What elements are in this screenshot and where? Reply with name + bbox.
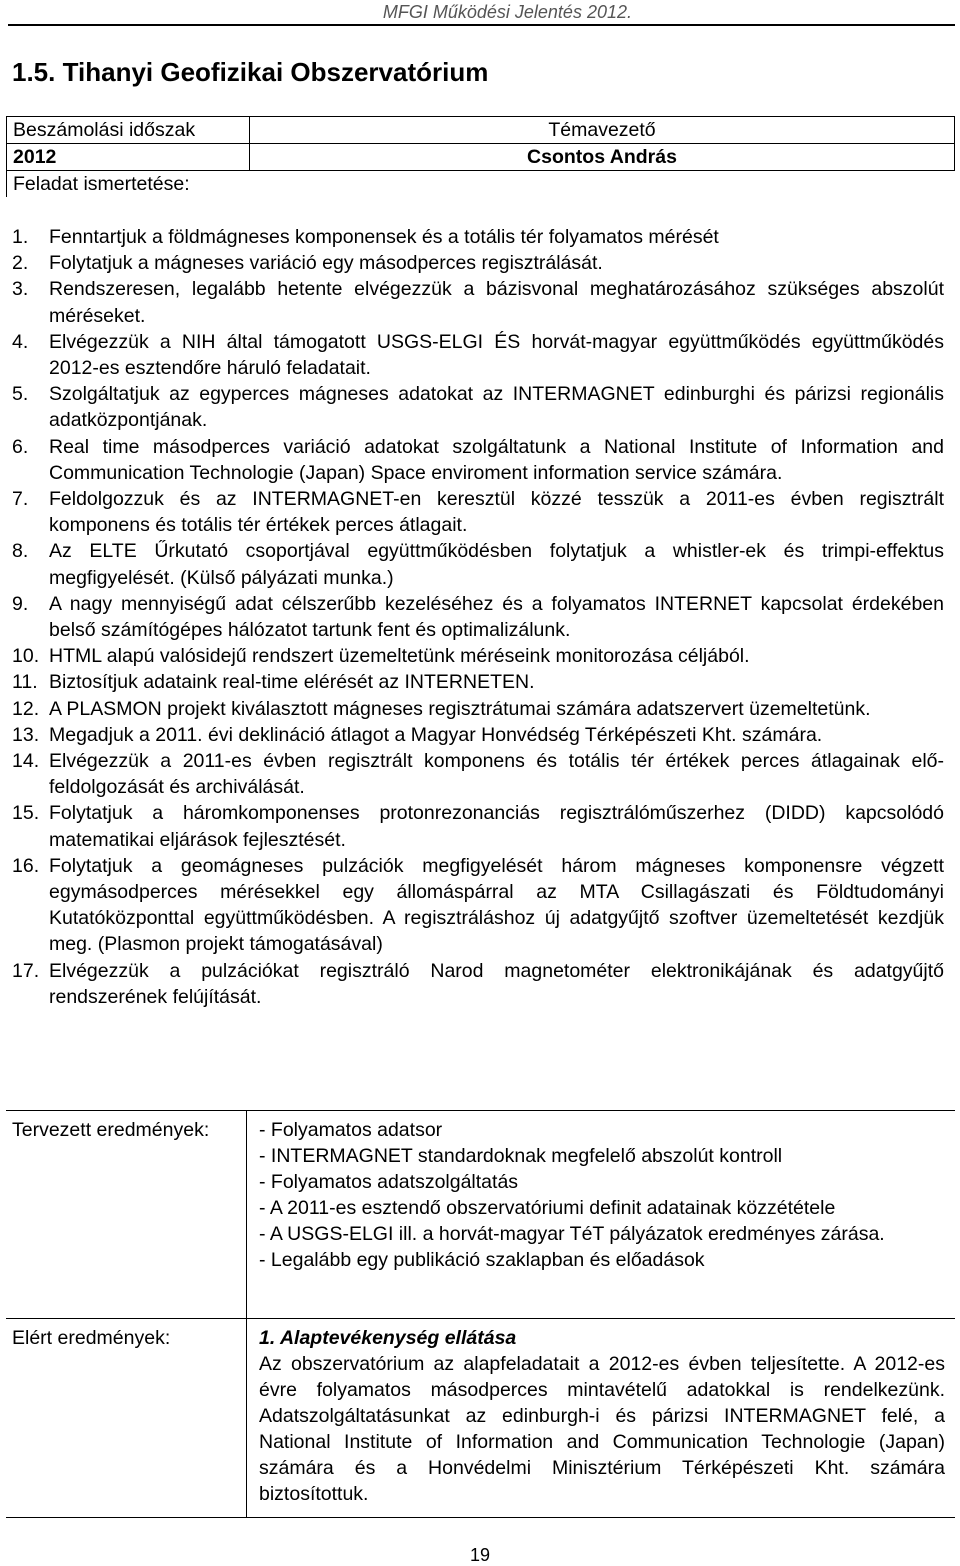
- task-item: [12, 958, 944, 1010]
- task-item: [12, 669, 944, 695]
- task-text: Folytatjuk a geomágneses pulzációk megfigyelését három mágneses komponensre végzett egymásodperces mérésekkel egy állomáspárral az MTA Csillagászati és Földtudományi Kutatóközponttal együttműködésben. A regisztráláshoz új adatgyűjtő szoftver üzemeltetését kezdjük meg. (Plasmon projekt támogatásával): [49, 854, 944, 956]
- task-text: HTML alapú valósidejű rendszert üzemeltetünk méréseink monitorozása céljából.: [49, 645, 750, 668]
- column-divider: [246, 1319, 247, 1517]
- task-item: [12, 591, 944, 643]
- page-number: 19: [469, 1545, 491, 1565]
- task-number: 11.: [12, 671, 38, 694]
- task-number: 15.: [12, 802, 40, 825]
- task-number: 2.: [12, 252, 29, 275]
- info-table: [6, 116, 955, 197]
- task-number: 4.: [12, 330, 29, 353]
- task-item: [12, 434, 944, 486]
- task-number: 9.: [12, 592, 29, 615]
- task-text: Elvégezzük a NIH által támogatott USGS-ELGI ÉS horvát-magyar együttműködés együttműködés 2012-es esztendőre háruló feladatait.: [49, 330, 944, 380]
- task-number: 5.: [12, 383, 29, 406]
- task-text: Elvégezzük a pulzációkat regisztráló Narod magnetométer elektronikájának és adatgyűjtő rendszerének felújítását.: [49, 959, 944, 1008]
- period-value: 2012: [7, 144, 250, 171]
- achieved-heading: 1. Alaptevékenység ellátása: [259, 1327, 517, 1349]
- task-text: Real time másodperces variáció adatokat szolgáltatunk a National Institute of Information and Communication Technologie (Japan) Space enviroment information service számára.: [49, 435, 944, 484]
- planned-results-section: [6, 1110, 955, 1319]
- planned-item: - Folyamatos adatszolgáltatás: [259, 1171, 519, 1193]
- task-text: Szolgáltatjuk az egyperces mágneses adatokat az INTERMAGNET edinburghi és párizsi regionális adatközpontjának.: [49, 383, 944, 432]
- planned-item: - A 2011-es esztendő obszervatóriumi definit adatainak közzététele: [259, 1197, 836, 1219]
- task-number: 14.: [12, 750, 40, 773]
- task-item: [12, 800, 944, 852]
- achieved-results-section: [6, 1318, 955, 1518]
- task-item: [12, 643, 944, 669]
- planned-item: - INTERMAGNET standardoknak megfelelő abszolút kontroll: [259, 1145, 783, 1167]
- task-item: [12, 329, 944, 381]
- task-item: [12, 722, 944, 748]
- planned-results-list: [259, 1117, 945, 1273]
- achieved-results-label: Elért eredmények:: [12, 1327, 171, 1349]
- task-number: 6.: [12, 435, 29, 458]
- task-text: Feldolgozzuk és az INTERMAGNET-en keresztül közzé tesszük a 2011-es évben regisztrált komponens és totális tér értékek perces átlagait.: [49, 488, 944, 537]
- task-text: Az ELTE Űrkutató csoportjával együttműködésben folytatjuk a whistler-ek és trimpi-effektus megfigyelését. (Külső pályázati munka.): [49, 540, 944, 589]
- task-text: Folytatjuk a háromkomponenses protonrezonanciás regisztrálóműszerhez (DIDD) kapcsolódó matematikai eljárások fejlesztését.: [49, 802, 944, 851]
- achieved-results-content: [259, 1325, 945, 1507]
- task-item: [12, 486, 944, 538]
- task-number: 3.: [12, 278, 29, 301]
- task-item: [12, 748, 944, 800]
- period-label: Beszámolási időszak: [7, 117, 250, 144]
- task-text: Megadjuk a 2011. évi deklináció átlagot a Magyar Honvédség Térképészeti Kht. számára.: [49, 723, 823, 746]
- task-item: [12, 224, 944, 250]
- column-divider: [246, 1111, 247, 1319]
- task-item: [12, 250, 944, 276]
- task-item: [12, 381, 944, 433]
- planned-item: - Folyamatos adatsor: [259, 1119, 443, 1141]
- planned-results-label: Tervezett eredmények:: [12, 1119, 210, 1141]
- planned-item: - Legalább egy publikáció szaklapban és előadások: [259, 1249, 705, 1271]
- planned-item: - A USGS-ELGI ill. a horvát-magyar TéT pályázatok eredményes zárása.: [259, 1223, 885, 1245]
- task-item: [12, 853, 944, 958]
- running-header: MFGI Működési Jelentés 2012.: [382, 2, 632, 22]
- task-text: A nagy mennyiségű adat célszerűbb kezeléséhez és a folyamatos INTERNET kapcsolat érdekében belső számítógépes hálózatot tartunk fent és optimalizálunk.: [49, 592, 944, 642]
- task-text: A PLASMON projekt kiválasztott mágneses regisztrátumai számára adatszervert üzemeltetünk.: [49, 697, 871, 720]
- task-text: Folytatjuk a mágneses variáció egy másodperces regisztrálását.: [49, 252, 603, 275]
- task-item: [12, 276, 944, 328]
- task-number: 7.: [12, 488, 29, 511]
- task-number: 13.: [12, 723, 40, 746]
- task-label: Feladat ismertetése:: [7, 171, 250, 198]
- supervisor-label: Témavezető: [250, 117, 955, 144]
- task-text: Rendszeresen, legalább hetente elvégezzük a bázisvonal meghatározásához szükséges abszolút méréseket.: [49, 278, 944, 327]
- task-number: 16.: [12, 854, 40, 877]
- task-text: Biztosítjuk adataink real-time elérését az INTERNETEN.: [49, 671, 535, 694]
- task-number: 12.: [12, 697, 40, 720]
- achieved-text: Az obszervatórium az alapfeladatait a 2012-es évben teljesítette. A 2012-es évre folyamatos másodperces mintavételű adatokkal is rendelkezünk. Adatszolgáltatásunkat az edinburgh-i és párizsi INTERMAGNET felé, a National Institute of Information and Communication Technologie (Japan) számára és a Honvédelmi Minisztérium Térképészeti Kht. számára biztosítottuk.: [259, 1353, 945, 1505]
- task-text: Elvégezzük a 2011-es évben regisztrált komponens és totális tér értékek perces átlagainak elő-feldolgozását és archiválását.: [49, 750, 944, 799]
- supervisor-value: Csontos András: [250, 144, 955, 171]
- task-number: 17.: [12, 959, 40, 982]
- task-item: [12, 538, 944, 590]
- task-number: 8.: [12, 540, 29, 563]
- task-item: [12, 696, 944, 722]
- task-number: 1.: [12, 226, 29, 248]
- empty-cell: [250, 171, 955, 198]
- task-list: [12, 224, 944, 1010]
- header-rule: [8, 24, 955, 26]
- section-title: 1.5. Tihanyi Geofizikai Obszervatórium: [12, 57, 489, 87]
- task-text: Fenntartjuk a földmágneses komponensek és a totális tér folyamatos mérését: [49, 226, 719, 248]
- task-number: 10.: [12, 645, 40, 668]
